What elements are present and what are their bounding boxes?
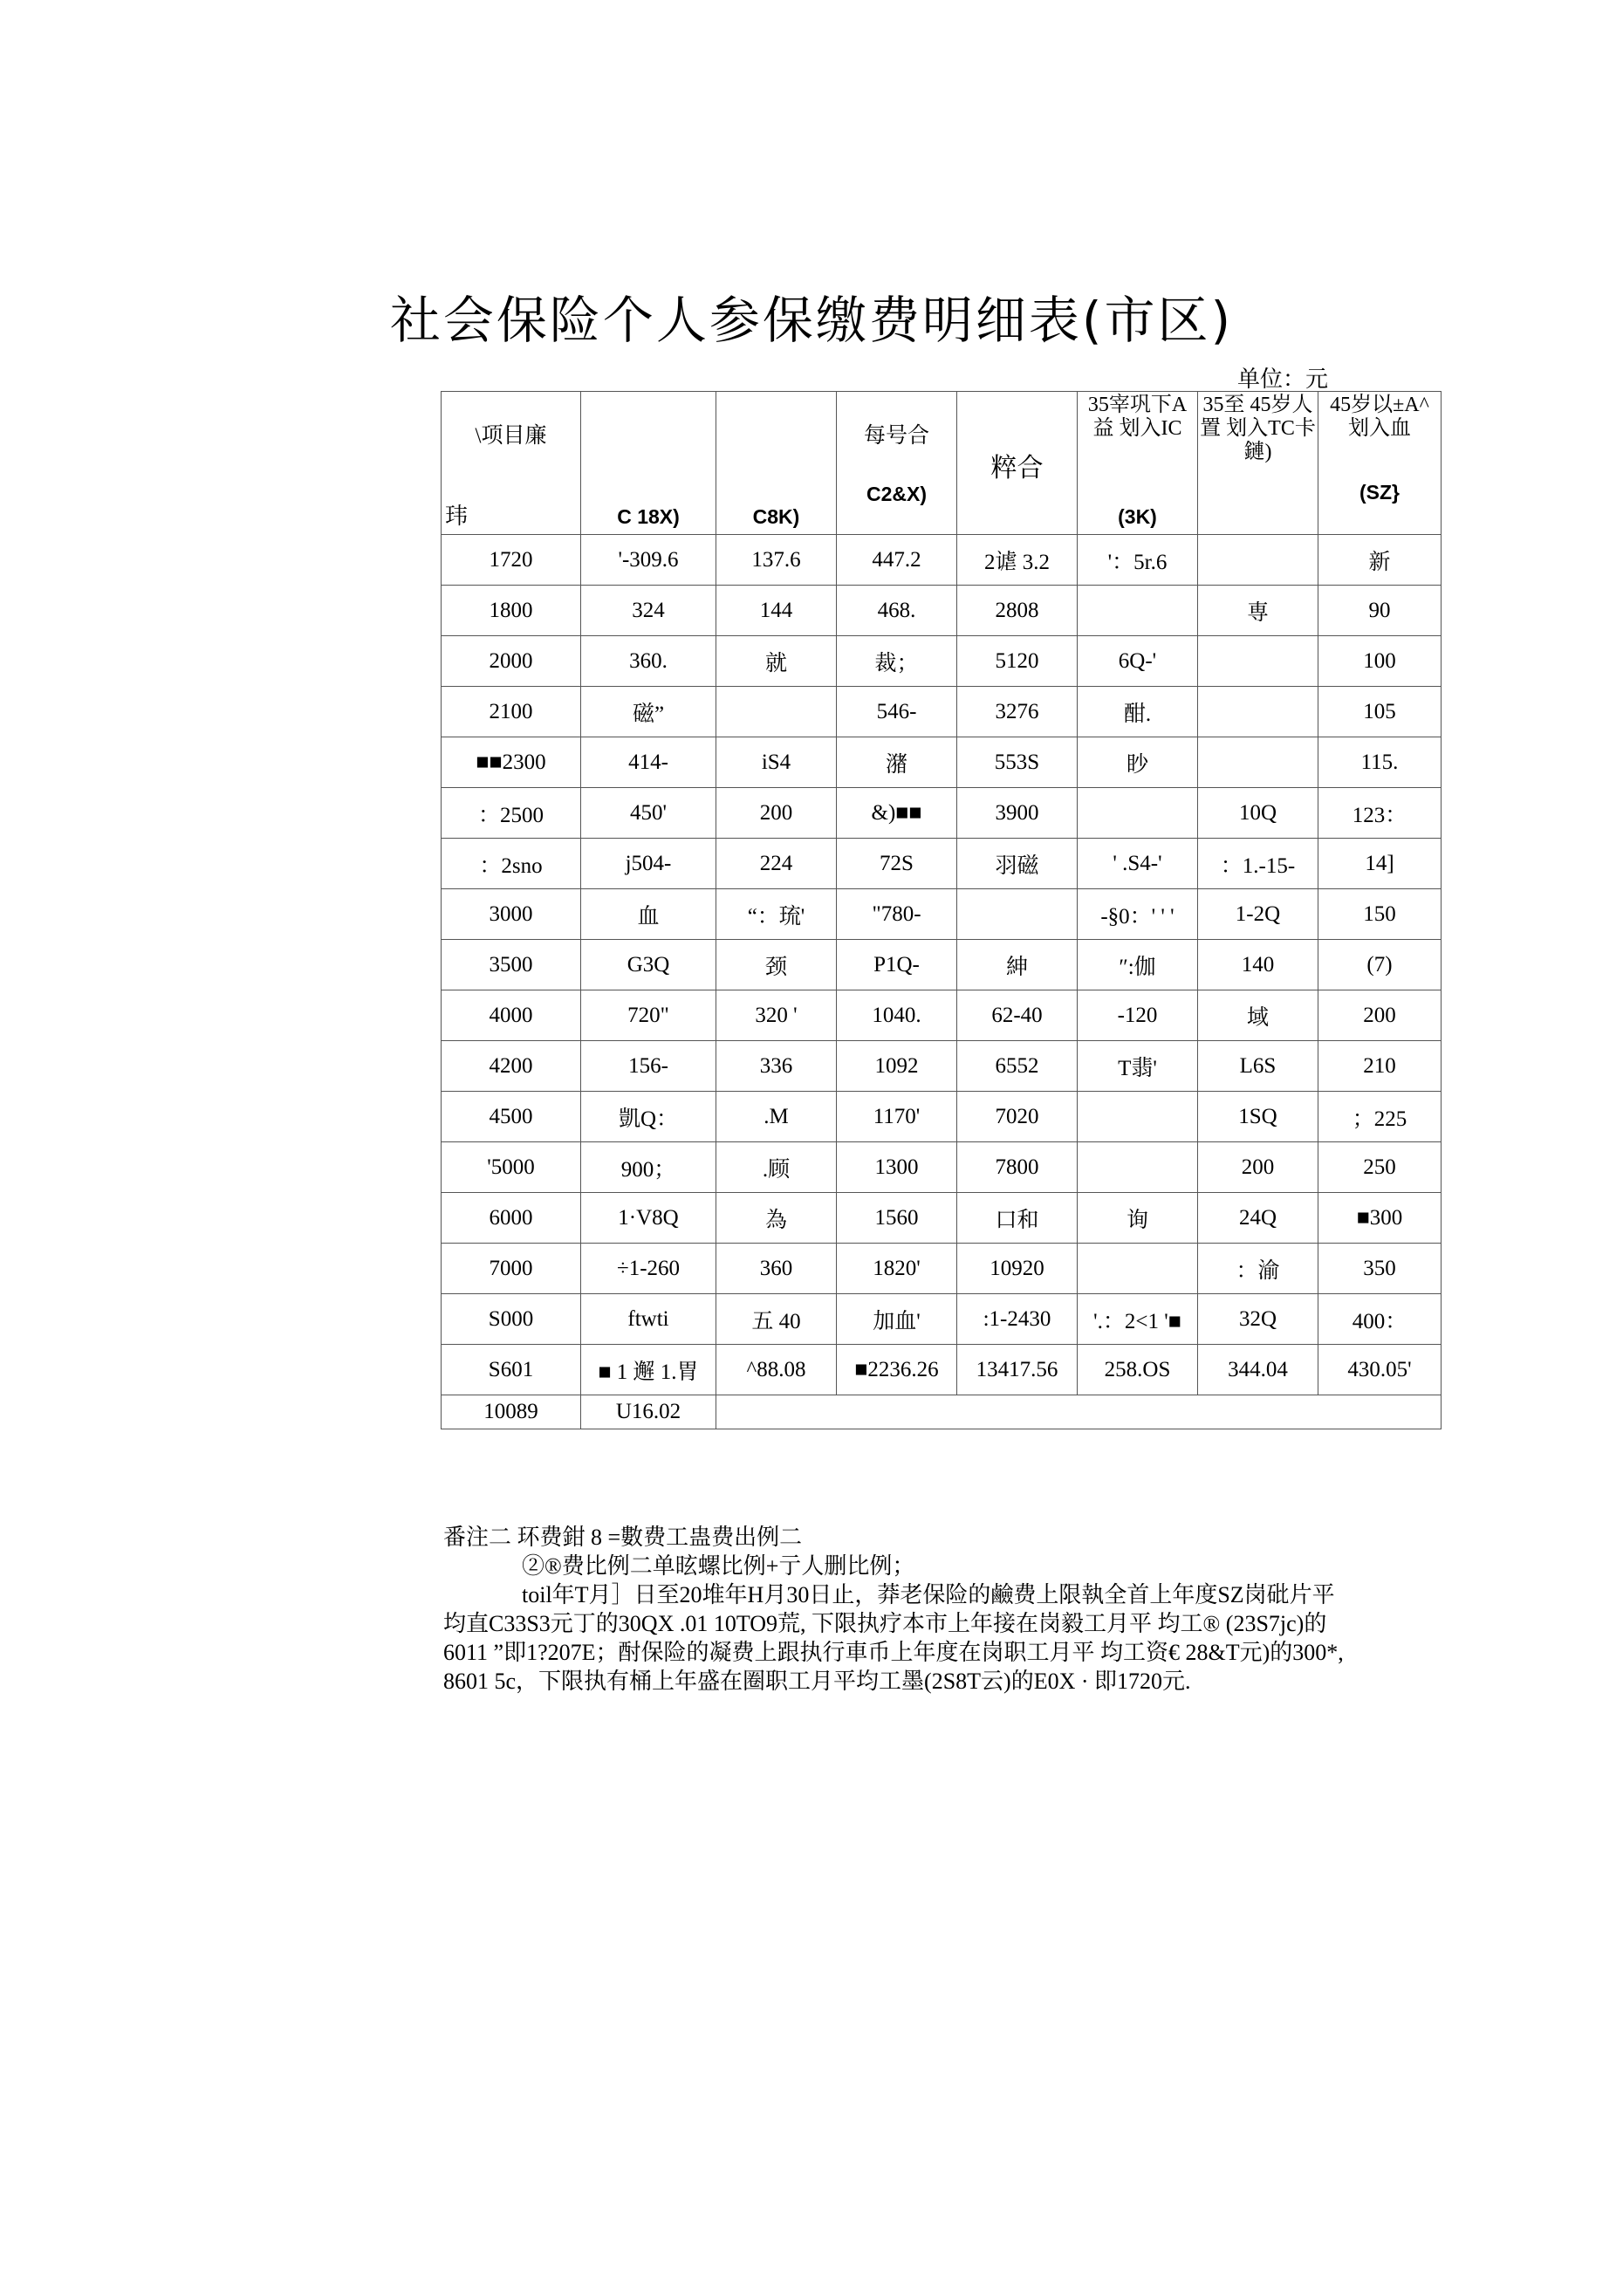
table-cell: 24Q (1198, 1193, 1318, 1244)
note-line: toil年T月］日至20堆年H月30日止，莽老保险的鹼费上限執全首上年度SZ岗砒片平 (522, 1582, 1335, 1607)
table-cell (1198, 636, 1318, 687)
table-cell: 4000 (442, 990, 581, 1041)
header-col5-bottom: (3K) (1118, 505, 1157, 528)
table-cell: 324 (581, 586, 716, 636)
table-row (442, 687, 1442, 737)
table-cell: 210 (1318, 1041, 1442, 1092)
table-cell: 553S (957, 737, 1078, 788)
table-cell: 430.05' (1318, 1345, 1442, 1395)
table-row (442, 737, 1442, 788)
header-col6-top: 35至 45岁人置 划入TC卡鏈) (1200, 394, 1316, 463)
table-cell: 域 (1198, 990, 1318, 1041)
header-col7-bottom: (SZ} (1359, 481, 1400, 504)
table-cell: ：2sno (442, 839, 581, 889)
page-title: 社会保险个人参保缴费明细表(市区) (389, 291, 1234, 350)
table-cell: 105 (1318, 687, 1442, 737)
table-cell: G3Q (581, 940, 716, 990)
table-cell: -120 (1078, 990, 1198, 1041)
table-cell (1078, 1244, 1198, 1294)
table-cell: :1-2430 (957, 1294, 1078, 1345)
table-cell: 口和 (957, 1193, 1078, 1244)
table-cell: 紳 (957, 940, 1078, 990)
table-cell: '5000 (442, 1142, 581, 1193)
table-cell: 1-2Q (1198, 889, 1318, 940)
table-cell: 3000 (442, 889, 581, 940)
table-row (442, 1294, 1442, 1345)
table-cell: ftwti (581, 1294, 716, 1345)
note-line: 8601 5c，下限执有桶上年盛在圈职工月平均工墨(2S8T云)的E0X · 即1720元. (443, 1669, 1191, 1694)
header-col4-top: 粹合 (990, 454, 1044, 483)
table-cell (716, 687, 837, 737)
table-cell: 2100 (442, 687, 581, 737)
table-cell: 200 (716, 788, 837, 839)
header-col1-bottom: C 18X) (617, 505, 680, 528)
table-cell: 1820' (837, 1244, 957, 1294)
table-cell: U16.02 (581, 1395, 716, 1429)
table-cell (957, 889, 1078, 940)
table-cell: ：渝 (1198, 1244, 1318, 1294)
table-body (442, 535, 1442, 1395)
table-cell: 1·V8Q (581, 1193, 716, 1244)
table-cell: ：1.-15- (1198, 839, 1318, 889)
table-row (442, 1193, 1442, 1244)
table-cell: 32Q (1198, 1294, 1318, 1345)
table-cell: (7) (1318, 940, 1442, 990)
table-cell: P1Q- (837, 940, 957, 990)
table-cell: 3500 (442, 940, 581, 990)
header-item-bottom: 玮 (445, 504, 469, 529)
table-cell: 144 (716, 586, 837, 636)
table-cell: 72S (837, 839, 957, 889)
table-cell: '-309.6 (581, 535, 716, 586)
table-cell: 320 ' (716, 990, 837, 1041)
table-row (442, 535, 1442, 586)
table-cell: ″:伽 (1078, 940, 1198, 990)
table-cell: '：5r.6 (1078, 535, 1198, 586)
header-col3-top: 每号合 (863, 424, 929, 448)
table-cell: 720" (581, 990, 716, 1041)
table-cell: 468. (837, 586, 957, 636)
table-last-row (442, 1395, 1442, 1429)
table-cell: 為 (716, 1193, 837, 1244)
table-cell: 7800 (957, 1142, 1078, 1193)
table-row (442, 1345, 1442, 1395)
table-cell: 1720 (442, 535, 581, 586)
table-cell: 血 (581, 889, 716, 940)
table-cell: .顾 (716, 1142, 837, 1193)
table-cell: S000 (442, 1294, 581, 1345)
table-cell: 100 (1318, 636, 1442, 687)
table-cell (1198, 535, 1318, 586)
table-cell: 1560 (837, 1193, 957, 1244)
table-cell: 7020 (957, 1092, 1078, 1142)
unit-label: 单位：元 (1237, 367, 1329, 392)
table-cell: ^88.08 (716, 1345, 837, 1395)
table-cell: 414- (581, 737, 716, 788)
table-cell: ' .S4-' (1078, 839, 1198, 889)
table-cell: 150 (1318, 889, 1442, 940)
table-cell: 156- (581, 1041, 716, 1092)
table-cell: L6S (1198, 1041, 1318, 1092)
table-cell: 1040. (837, 990, 957, 1041)
header-col3-bottom: C2&X) (866, 483, 927, 505)
table-cell: 4200 (442, 1041, 581, 1092)
header-col5-top: 35宰巩下A益 划入IC (1087, 394, 1188, 440)
table-cell: 62-40 (957, 990, 1078, 1041)
table-cell: S601 (442, 1345, 581, 1395)
table-cell: 3276 (957, 687, 1078, 737)
header-cell-col5 (1078, 392, 1198, 535)
table-row (442, 636, 1442, 687)
table-cell: 546- (837, 687, 957, 737)
table-row (442, 1092, 1442, 1142)
table-cell (1198, 737, 1318, 788)
table-cell: 6Q-' (1078, 636, 1198, 687)
table-cell: 200 (1198, 1142, 1318, 1193)
table-row (442, 940, 1442, 990)
table-cell (1078, 1092, 1198, 1142)
table-cell: ：2500 (442, 788, 581, 839)
table-header-row (442, 392, 1442, 535)
table-cell: 115. (1318, 737, 1442, 788)
table-cell: 1800 (442, 586, 581, 636)
table-cell: 新 (1318, 535, 1442, 586)
table-cell (1078, 586, 1198, 636)
table-cell: 250 (1318, 1142, 1442, 1193)
table-row (442, 1244, 1442, 1294)
table-cell: 10089 (442, 1395, 581, 1429)
table-cell: 1170' (837, 1092, 957, 1142)
header-cell-col7 (1318, 392, 1442, 535)
table-cell: 90 (1318, 586, 1442, 636)
table-cell: 10Q (1198, 788, 1318, 839)
table-cell: “：琉' (716, 889, 837, 940)
table-cell: 14] (1318, 839, 1442, 889)
table-cell: 140 (1198, 940, 1318, 990)
table-cell: 1092 (837, 1041, 957, 1092)
table-cell (1078, 1142, 1198, 1193)
table-cell: 224 (716, 839, 837, 889)
table-cell: 1300 (837, 1142, 957, 1193)
table-cell: 123： (1318, 788, 1442, 839)
table-cell: ■■2300 (442, 737, 581, 788)
note-line: 均直C33S3元丁的30QX .01 10TO9荒, 下限执疗本市上年接在岗毅工月平 均工® (23S7jc)的 (443, 1611, 1327, 1636)
table-cell: 眇 (1078, 737, 1198, 788)
table-cell: 凱Q： (581, 1092, 716, 1142)
table-row (442, 586, 1442, 636)
table-cell: 360 (716, 1244, 837, 1294)
table-cell: 5120 (957, 636, 1078, 687)
table-cell: &)■■ (837, 788, 957, 839)
table-row (442, 839, 1442, 889)
table-cell: ；225 (1318, 1092, 1442, 1142)
note-line: 6011 ”即1?207E；酎保险的凝费上跟执行車币上年度在岗职工月平 均工资€ 28&T元)的300*, (443, 1640, 1344, 1665)
table-cell: 13417.56 (957, 1345, 1078, 1395)
table-cell: 137.6 (716, 535, 837, 586)
table-row (442, 889, 1442, 940)
table-cell: 询 (1078, 1193, 1198, 1244)
table-cell: 200 (1318, 990, 1442, 1041)
table-cell: 447.2 (837, 535, 957, 586)
table-cell: 336 (716, 1041, 837, 1092)
header-col7-top: 45岁以±A^ 划入血 (1330, 394, 1429, 440)
table-cell (1078, 788, 1198, 839)
table-cell: 344.04 (1198, 1345, 1318, 1395)
note-line: 番注二 环费鉗 8 =數费工蛊费出例二 (443, 1525, 803, 1550)
table-cell: 4500 (442, 1092, 581, 1142)
table-cell-empty (716, 1395, 1442, 1429)
table-cell: '.：2<1 '■ (1078, 1294, 1198, 1345)
table-cell: ■ 1 邂 1.胃 (581, 1345, 716, 1395)
table-cell: j504- (581, 839, 716, 889)
table-cell: 7000 (442, 1244, 581, 1294)
table-cell: 加血' (837, 1294, 957, 1345)
table-cell: 就 (716, 636, 837, 687)
fee-table (441, 391, 1442, 1429)
table-cell: 酣. (1078, 687, 1198, 737)
header-cell-item (442, 392, 581, 535)
table-cell: 1SQ (1198, 1092, 1318, 1142)
table-row (442, 1041, 1442, 1092)
header-cell-col1 (581, 392, 716, 535)
table-cell: 10920 (957, 1244, 1078, 1294)
table-cell (1198, 687, 1318, 737)
table-cell: 400： (1318, 1294, 1442, 1345)
table-cell: 6552 (957, 1041, 1078, 1092)
table-cell: 潴 (837, 737, 957, 788)
notes-section (443, 1523, 1447, 1696)
header-item-top: \项目廉 (475, 424, 547, 448)
header-cell-col6 (1198, 392, 1318, 535)
table-cell: 磁” (581, 687, 716, 737)
table-cell: .M (716, 1092, 837, 1142)
header-cell-col4 (957, 392, 1078, 535)
table-cell: 450' (581, 788, 716, 839)
table-cell: ■2236.26 (837, 1345, 957, 1395)
table-cell: -§0：' ' ' (1078, 889, 1198, 940)
table-cell: ■300 (1318, 1193, 1442, 1244)
table-cell: iS4 (716, 737, 837, 788)
table-cell: 五 40 (716, 1294, 837, 1345)
table-cell: 2谑 3.2 (957, 535, 1078, 586)
table-row (442, 990, 1442, 1041)
header-cell-col3 (837, 392, 957, 535)
table-cell: 258.OS (1078, 1345, 1198, 1395)
note-line: ②®费比例二单昡螺比例+亍人删比例； (522, 1553, 915, 1579)
table-cell: 颈 (716, 940, 837, 990)
table-cell: 360. (581, 636, 716, 687)
header-col2-bottom: C8K) (752, 505, 800, 528)
header-cell-col2 (716, 392, 837, 535)
table-cell: 3900 (957, 788, 1078, 839)
table-cell: 2808 (957, 586, 1078, 636)
table-cell: 2000 (442, 636, 581, 687)
table-row (442, 1142, 1442, 1193)
table-cell: 350 (1318, 1244, 1442, 1294)
table-cell: T翡' (1078, 1041, 1198, 1092)
table-cell: 6000 (442, 1193, 581, 1244)
table-cell: 羽磁 (957, 839, 1078, 889)
table-cell: 900； (581, 1142, 716, 1193)
table-cell: 裁； (837, 636, 957, 687)
table-cell: ÷1-260 (581, 1244, 716, 1294)
table-cell: 専 (1198, 586, 1318, 636)
table-cell: "780- (837, 889, 957, 940)
table-row (442, 788, 1442, 839)
